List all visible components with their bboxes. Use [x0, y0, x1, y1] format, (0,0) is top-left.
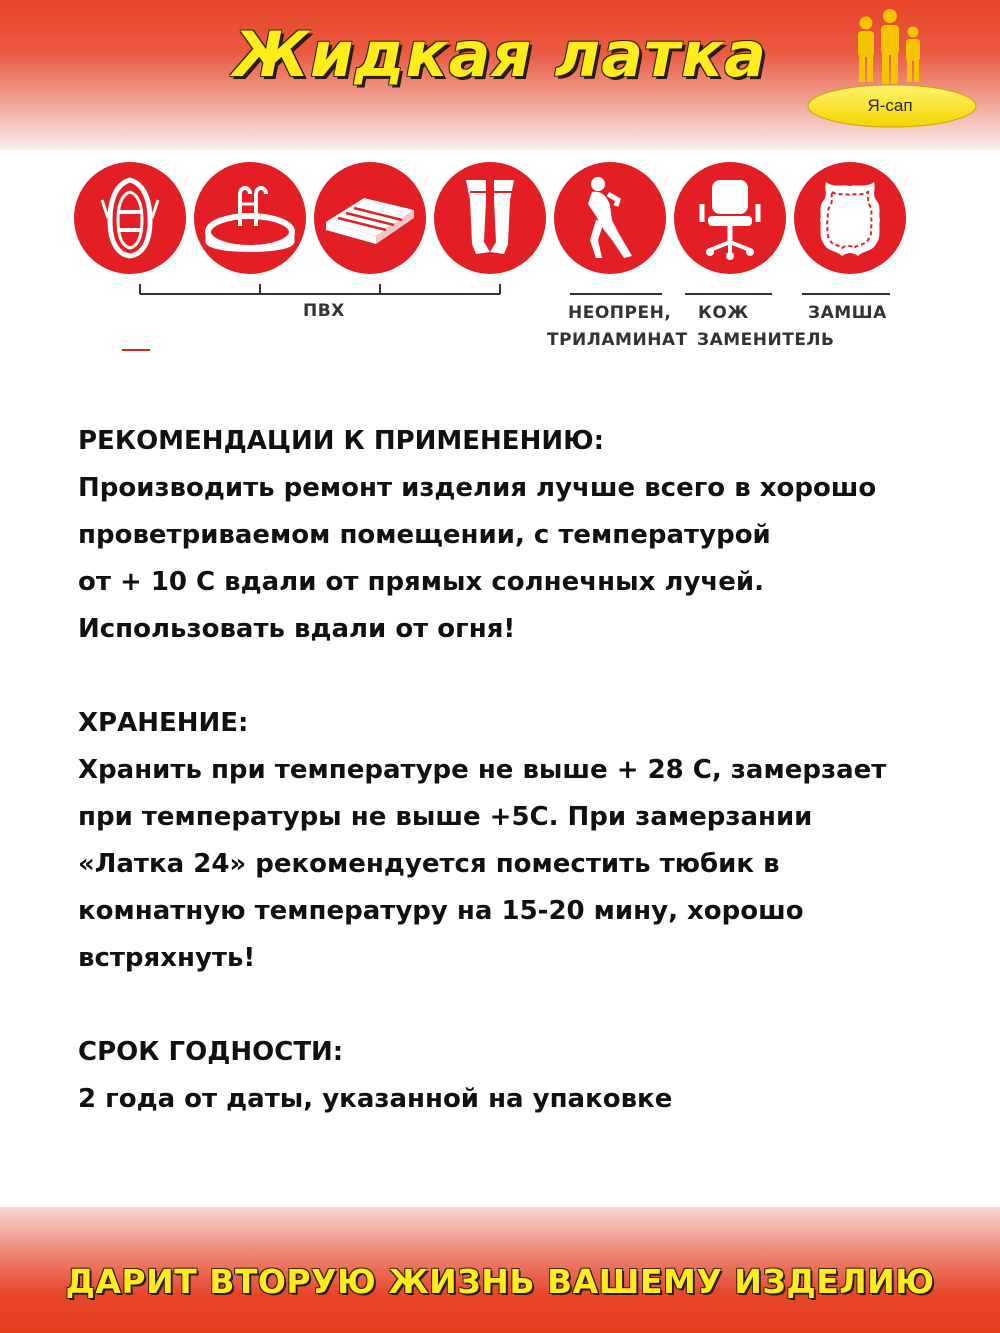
recommendations-line: проветриваемом помещении, с температурой: [78, 520, 771, 550]
materials-icons-row: [60, 160, 920, 360]
recommendations-line: Производить ремонт изделия лучше всего в хорошо: [78, 473, 877, 503]
recommendations-heading: РЕКОМЕНДАЦИИ К ПРИМЕНЕНИЮ:: [78, 426, 605, 456]
leather-label: КОЖ: [698, 303, 749, 323]
storage-heading: ХРАНЕНИЕ:: [78, 708, 249, 738]
footer-slogan: ДАРИТ ВТОРУЮ ЖИЗНЬ ВАШЕМУ ИЗДЕЛИЮ: [65, 1262, 935, 1301]
storage-line: встряхнуть!: [78, 943, 256, 973]
office-chair-icon: [672, 160, 788, 276]
page-title: Жидкая латка: [233, 18, 767, 91]
storage-line: при температуры не выше +5С. При замерзании: [78, 802, 813, 832]
storage-line: Хранить при температуре не выше + 28 С, замерзает: [78, 755, 887, 785]
header-banner: [0, 0, 1000, 150]
shelf-life-heading: СРОК ГОДНОСТИ:: [78, 1037, 344, 1067]
neoprene-label: НЕОПРЕН,: [568, 303, 672, 323]
leather-hide-icon: [792, 160, 908, 276]
brand-logo: [806, 8, 982, 130]
substitute-label: ЗАМЕНИТЕЛЬ: [697, 330, 835, 350]
recommendations-line: Использовать вдали от огня!: [78, 614, 516, 644]
recommendations-line: от + 10 С вдали от прямых солнечных лучей.: [78, 567, 764, 597]
trilaminate-label: ТРИЛАМИНАТ: [547, 330, 688, 350]
storage-line: комнатную температуру на 15-20 мину, хорошо: [78, 896, 804, 926]
waders-icon: [432, 160, 548, 276]
logo-text: Я-сап: [867, 96, 913, 115]
instructions-body: [78, 418, 938, 1123]
mattress-icon: [312, 160, 428, 276]
shelf-life-text: 2 года от даты, указанной на упаковке: [78, 1084, 673, 1114]
boat-icon: [72, 160, 188, 276]
suede-label: ЗАМША: [808, 303, 887, 323]
storage-line: «Латка 24» рекомендуется поместить тюбик в: [78, 849, 780, 879]
footer-banner: [0, 1207, 1000, 1333]
diver-icon: [552, 160, 668, 276]
pool-icon: [192, 160, 308, 276]
pvc-label: ПВХ: [303, 301, 345, 321]
